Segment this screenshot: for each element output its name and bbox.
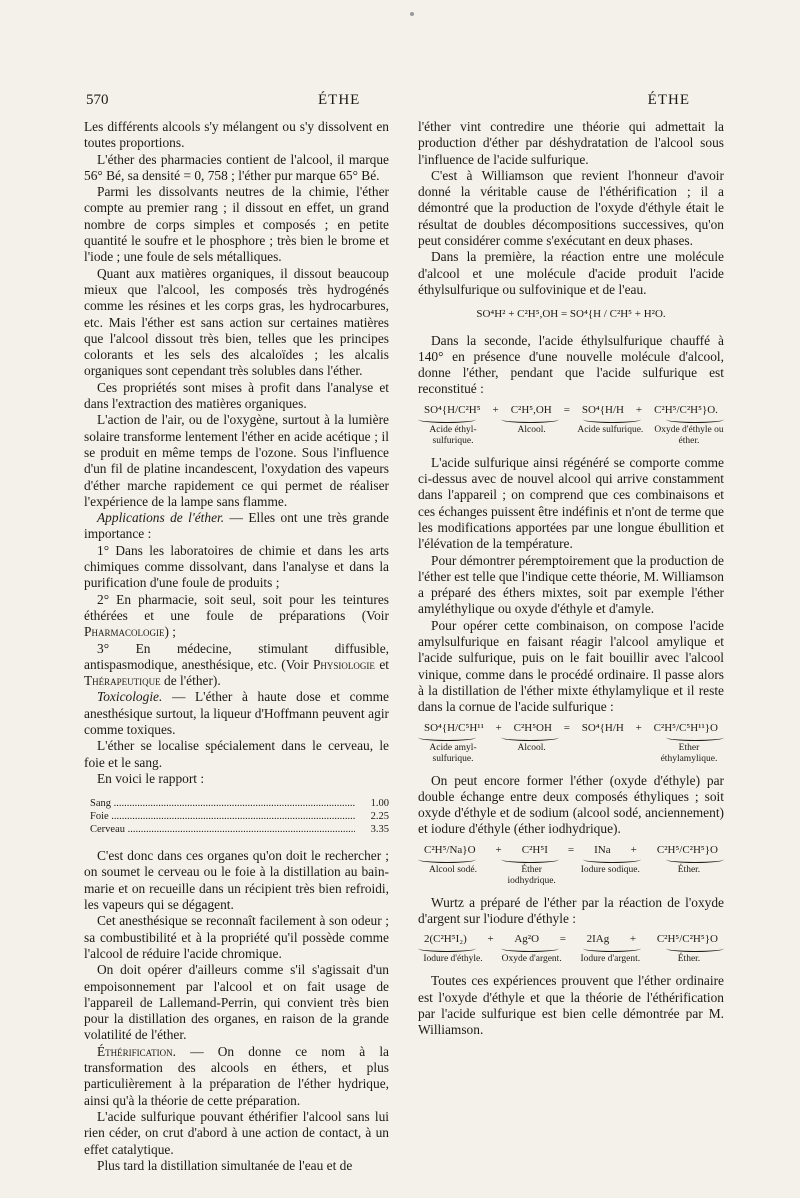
equation-operator: + [635,721,642,734]
running-head-left: ÉTHE [318,92,361,108]
braces [418,416,724,423]
equation-term: INa [594,843,611,856]
ink-dot [410,12,414,16]
equation-caption: Alcool. [517,742,546,753]
equation-term: C²H⁵/C⁵H¹¹}O [653,721,718,734]
equation-operator: + [635,403,643,416]
equation-operator: = [563,403,570,416]
table-row [90,797,389,810]
equation-term: SO⁴{H/C²H⁵ [424,403,481,416]
paragraph [84,510,389,543]
paragraph: Dans la seconde, l'acide éthylsulfurique chauffé à 140° en présence d'une nouvelle molécule d'alcool, donne l'éther, pendant que l'acide sulfurique est reconstitué : [418,332,724,397]
equation-caption: Éther. [677,864,701,875]
paragraph: On peut encore former l'éther (oxyde d'éthyle) par double échange entre deux composés éthyliques ; soit oxyde d'éthyle et de sodium (alcool sodé, anciennement) et iodure d'éthyle (éther iodhydrique). [418,772,724,837]
table-label: Sang ..... [90,797,355,810]
paragraph-text: 2° En pharmacie, soit seul, soit pour les teintures éthérées et une foule de préparations (Voir [84,591,389,623]
section-title: Toxicologie. [97,689,163,705]
paragraph-text: — Elles ont une très grande importance : [84,510,389,542]
braces [418,734,724,741]
equation-block [418,844,724,887]
equation-caption: Éther iodhydrique. [507,864,556,886]
paragraph: 1° Dans les laboratoires de chimie et dans les arts chimiques comme dissolvant, dans l'analyse et dans la purification d'une foule de produits ; [84,542,389,591]
table-row [90,810,389,823]
paragraph: Dans la première, la réaction entre une molécule d'alcool et une molécule d'acide produit l'acide éthylsulfurique ou sulfovinique et de l'eau. [418,249,724,297]
cross-reference: Pharmacologie [84,624,165,640]
paragraph: L'éther se localise spécialement dans le cerveau, le foie et le sang. [84,738,389,770]
equation-term: 2IAg [586,933,610,946]
paragraph: Pour opérer cette combinaison, on compose l'acide amylsulfurique en faisant réagir l'alcool amylique et l'acide sulfurique, puis on le fait bouillir avec l'alcool vinique, comme dans le procédé ordinaire. Il passe alors à la distillation de l'éther mixte éthylamylique et il reste dans la cornue de l'acide sulfurique : [418,617,724,715]
paragraph-text: 3° En médecine, stimulant diffusible, antispasmodique, anesthésique, etc. (Voir [84,640,389,672]
paragraph: On doit opérer d'ailleurs comme s'il s'agissait d'un empoisonnement par l'alcool et on fait usage de l'appareil de Lallemand-Perrin, qui convient très bien pour la distillation des organes, en raison de la grande volatilité de l'éther. [84,962,389,1043]
equation-caption: Iodure d'éthyle. [423,954,483,965]
equation-captions [418,423,724,447]
paragraph [84,641,389,690]
paragraph: Ces propriétés sont mises à profit dans l'analyse et dans l'extraction des matières organiques. [84,379,389,412]
paragraph-text: et [374,656,389,672]
cross-reference: Physiologie [312,656,375,672]
equation [418,933,724,945]
table-label: Cerveau ..... [90,823,355,836]
paragraph [84,689,389,738]
equation-captions [418,741,724,765]
equation-term: C²H⁵,OH [510,403,552,416]
equation-caption: Oxyde d'argent. [501,954,562,965]
table-value: 3.35 [370,824,389,836]
paragraph-text: de l'éther). [160,673,221,689]
equation-operator: + [492,403,499,416]
cross-reference: Thérapeutique [84,673,161,689]
braces [418,945,724,952]
paragraph: C'est donc dans ces organes qu'on doit le rechercher ; on soumet le cerveau ou le foie à la distillation au bain-marie et on recueille dans un récipient très bien refroidi, les vapeurs qui se dégagent. [84,848,389,913]
equation-captions [418,952,724,965]
paragraph: Wurtz a préparé de l'éther par la réaction de l'oxyde d'argent sur l'iodure d'éthyle : [418,894,724,926]
paragraph: l'éther vint contredire une théorie qui admettait la production d'éther par déshydratation de l'alcool sous l'influence de l'acide sulfurique. [418,119,724,167]
paragraph: Toutes ces expériences prouvent que l'éther ordinaire est l'oxyde d'éthyle et que la théorie de l'éthérification par l'acide sulfurique est bien celle démontrée par M. Williamson. [418,973,724,1038]
paragraph: Cet anesthésique se reconnaît facilement à son odeur ; sa combustibilité et à la propriété qu'il possède comme l'alcool de réduire l'acide chromique. [84,913,389,961]
paragraph: L'acide sulfurique pouvant éthérifier l'alcool sans lui rien céder, on crut d'abord à une action de contact, à un effet catalytique. [84,1108,389,1157]
equation-caption: Acide éthyl-sulfurique. [429,424,477,446]
equation-caption: Iodure d'argent. [580,954,641,965]
braces [418,856,724,863]
equation-block [418,722,724,765]
equation-caption: Oxyde d'éthyle ou éther. [654,424,724,446]
equation-caption: Iodure sodique. [580,864,640,875]
paragraph: L'éther des pharmacies contient de l'alcool, il marque 56° Bé, sa densité = 0, 758 ; l'éther pur marque 65° Bé. [84,151,389,183]
page-header [86,92,714,114]
equation-operator: = [559,933,566,946]
equation-block [418,933,724,965]
equation-operator: = [567,843,575,856]
section-title: Éthérification. [97,1043,177,1059]
equation-operator: + [487,933,494,946]
equation-term: SO⁴{H/H [581,403,624,416]
equation-caption [575,743,645,765]
left-column [84,119,389,1174]
equation-caption: Acide amyl-sulfurique. [429,742,477,764]
table-value: 1.00 [370,798,389,810]
paragraph: En voici le rapport : [97,770,205,786]
paragraph: Plus tard la distillation simultanée de l'eau et de [97,1157,353,1173]
paragraph-text: ) ; [164,624,176,640]
equation-operator: + [630,843,637,856]
equation-term: C²H⁵OH [513,721,552,734]
equation [418,404,724,416]
table-value: 2.25 [370,811,389,823]
paragraph: L'acide sulfurique ainsi régénéré se comporte comme ci-dessus avec de nouvel alcool qui arrive constamment dans l'appareil ; on comprend que ces combinaisons et ces échanges puissent être indéfinis et n'ont de terme que les modifications apportées par une longue ébullition et l'élévation de la température. [418,454,724,552]
paragraph-text: — L'éther à haute dose et comme anesthésique surtout, la liqueur d'Hoffmann peuvent agir comme toxiques. [84,689,389,737]
equation-operator: + [629,933,637,946]
paragraph: L'action de l'air, ou de l'oxygène, surtout à la lumière solaire transforme lentement l'éther en acide acétique ; il se produit en même temps de l'ozone. Sous l'influence d'un fil de platine incandescent, l'oxydation des vapeurs d'éther marche rapidement ce qui permet de réaliser l'expérience de la lampe sans flamme. [84,412,389,509]
paragraph: Pour démontrer péremptoirement que la production de l'éther est telle que l'indique cette théorie, M. Williamson a préparé des éthers mixtes, soit par exemple l'éther amyléthylique ou oxyde d'éthyle et d'amyle. [418,552,724,617]
paragraph: Les différents alcools s'y mélangent ou s'y dissolvent en toutes proportions. [84,119,389,151]
running-head-right: ÉTHE [647,92,690,108]
equation-operator: + [495,843,502,856]
right-column [418,119,724,1038]
equation-block [418,404,724,447]
table-label: Foie ..... [90,810,355,823]
equation-term: C²H⁵I [521,843,548,856]
paragraph: Parmi les dissolvants neutres de la chimie, l'éther compte au premier rang ; il dissout en effet, un grand nombre de corps simples et composés ; en petite quantité le soufre et le phosphore ; très bien le brome et l'iode ; une foule de sels métalliques. [84,184,389,265]
equation-term: C²H⁵/C²H⁵}O. [654,403,718,416]
equation-caption: Acide sulfurique. [577,424,644,435]
equation-term: 2(C²H⁵I₂) [424,933,467,946]
equation-term: C²H⁵/C²H⁵}O [656,933,718,946]
equation-operator: + [495,721,502,734]
equation-operator: = [563,721,570,734]
equation-captions [418,863,724,887]
equation-caption: Ether éthylamylique. [660,742,718,764]
page-number: 570 [86,92,109,108]
equation-caption: Alcool. [517,424,546,435]
paragraph: C'est à Williamson que revient l'honneur d'avoir donné la véritable cause de l'éthérification ; il a démontré que la production de l'oxyde d'éthyle était le résultat de doubles décompositions successives, qu'on peut considérer comme s'exécutant en deux phases. [418,167,724,249]
paragraph [84,1044,389,1109]
paragraph [84,592,389,641]
table-row [90,823,389,836]
paragraph: Quant aux matières organiques, il dissout beaucoup mieux que l'alcool, les composés très hydrogénés comme les résines et les corps gras, les hydrocarbures, etc. Mais l'éther est sans action sur certaines matières que l'alcool dissout très bien, telles que les principes colorants et les sels des alcaloïdes ; les alcalis organiques sont cependant très solubles dans l'éther. [84,265,389,379]
equation [418,722,724,734]
section-title: Applications de l'éther. [97,510,225,526]
equation-term: Ag²O [514,933,540,946]
ratio-table [90,797,389,836]
paragraph-text: — On donne ce nom à la transformation des alcools en éthers, et plus particulièrement à la préparation de l'éther hydrique, ainsi qu'à la théorie de cette préparation. [84,1043,389,1108]
equation-term: C²H⁵/C²H⁵}O [656,843,718,856]
equation: SO⁴H² + C²H⁵,OH = SO⁴{H / C²H⁵ + H²O. [476,308,666,321]
equation-term: SO⁴{H/H [581,721,624,734]
equation-term: SO⁴{H/C⁵H¹¹ [424,721,484,734]
equation [418,844,724,856]
equation-term: C²H⁵/Na}O [424,843,476,856]
equation-caption: Éther. [677,954,701,965]
equation-caption: Alcool sodé. [428,864,478,875]
